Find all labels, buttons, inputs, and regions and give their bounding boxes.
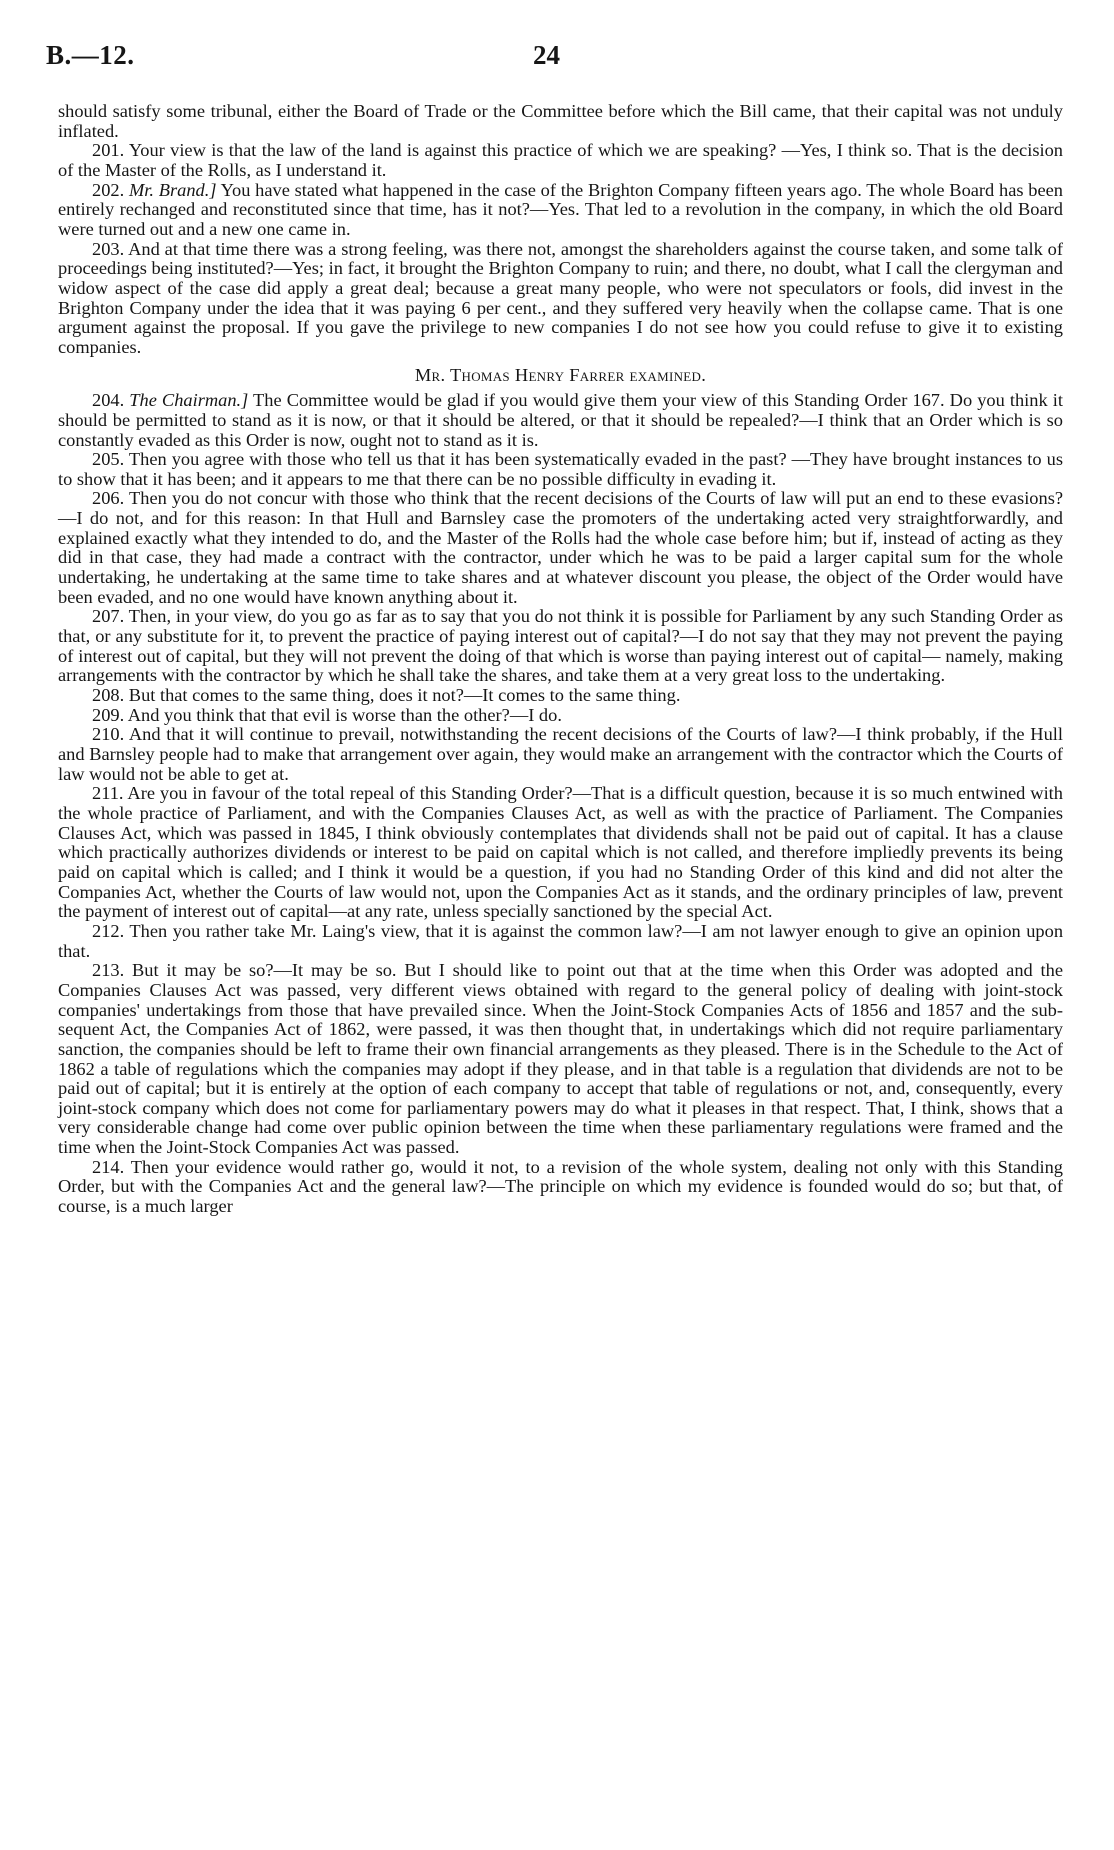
question-211 <box>58 784 1063 922</box>
question-text: Are you in favour of the total repeal of this Standing Order?—That is a difficult question, because it is so much entwined with the whole practice of Parliament, and with the Companies Clauses Act, as well as with the practice of Parliament. The Companies Clauses Act, which was passed in 1845, I think obviously contemplates that dividends shall not be paid out of capital. It has a clause which practically authorizes dividends or interest to be paid on capital which is not called, and therefore impliedly prevents its being paid on capital which is called; and I think it would be a question, if you had no Standing Order of this kind and did not alter the Companies Act, whether the Courts of law would not, upon the Companies Act as it stands, and the ordinary principles of law, prevent the payment of interest out of capital—at any rate, unless specially sanctioned by the special Act. <box>58 783 1063 922</box>
question-number: 206. <box>92 488 125 509</box>
paragraph-continuation <box>58 102 1063 141</box>
page-header <box>46 40 1066 80</box>
question-205 <box>58 450 1063 489</box>
question-number: 213. <box>92 960 125 981</box>
question-206 <box>58 489 1063 607</box>
question-number: 207. <box>92 606 125 627</box>
question-202 <box>58 181 1063 240</box>
question-number: 204. <box>92 390 125 411</box>
body-text <box>58 102 1063 1217</box>
question-210 <box>58 725 1063 784</box>
question-text: Then you rather take Mr. Laing's view, that it is against the common law?—I am not lawyer enough to give an opinion upon that. <box>58 920 1064 961</box>
question-text: You have stated what happened in the case of the Brighton Company fifteen years ago. The whole Board has been entirely rechanged and reconstituted since that time, has it not?—Yes. That led to a revolution in the company, in which the old Board were turned out and a new one came in. <box>58 179 1063 239</box>
speaker-name: Mr. Brand.] <box>128 179 217 200</box>
question-text: And that it will continue to prevail, notwithstanding the recent decisions of the Courts of law?—I think probably, if the Hull and Barnsley people had to make that arrangement over again, they would make an arrangement with the contractor which the Courts of law would not be able to get at. <box>58 724 1063 784</box>
question-text: Then you do not concur with those who think that the recent decisions of the Courts of law will put an end to these evasions?—I do not, and for this reason: In that Hull and Barnsley case the promoters of the undertaking acted very straightforwardly, and explained exactly what they intended to do, and the Master of the Rolls had the whole case before him; but if, instead of acting as they did in that case, they had made a contract with the contractor, under which he was to be paid a larger capital sum for the whole undertaking, he undertaking at the same time to take shares and at whatever discount you please, the object of the Order would have been evaded, and no one would have known anything about it. <box>58 488 1064 607</box>
question-201 <box>58 141 1063 180</box>
question-209 <box>58 706 1063 726</box>
question-text: And you think that that evil is worse than the other?—I do. <box>127 704 562 725</box>
question-text: But that comes to the same thing, does it not?—It comes to the same thing. <box>128 685 681 706</box>
question-text: The Committee would be glad if you would give them your view of this Standing Order 167. Do you think it should be permitted to stand as it is now, or that it should be altered, or that it should be repealed?—I think that an Order which is so constantly evaded as this Order is now, ought not to stand as it is. <box>58 390 1063 450</box>
document-reference: B.—12. <box>46 40 135 70</box>
question-text: Your view is that the law of the land is against this practice of which we are speaking? —Yes, I think so. That is the decision of the Master of the Rolls, as I understand it. <box>58 140 1063 180</box>
question-214 <box>58 1158 1063 1217</box>
witness-heading: Mr. Thomas Henry Farrer examined. <box>414 364 707 385</box>
question-number: 211. <box>92 783 124 804</box>
question-203 <box>58 240 1063 358</box>
question-number: 210. <box>92 724 125 745</box>
question-number: 214. <box>92 1156 125 1177</box>
question-number: 209. <box>92 704 125 725</box>
question-207 <box>58 607 1063 686</box>
question-number: 205. <box>92 449 125 470</box>
question-204 <box>58 391 1063 450</box>
question-212 <box>58 922 1063 961</box>
speaker-name: The Chairman.] <box>129 390 249 411</box>
question-number: 208. <box>92 685 125 706</box>
question-text: Then, in your view, do you go as far as to say that you do not think it is possible for Parliament by any such Standing Order as that, or any substitute for it, to prevent the practice of paying interest out of capital?—I do not say that they may not prevent the paying of interest out of capital, but they will not prevent the doing of that which is worse than paying interest out of capital— namely, making arrangements with the contractor by which he shall take the shares, and take them at a very great loss to the undertaking. <box>58 606 1063 686</box>
question-number: 203. <box>92 238 125 259</box>
question-text: Then you agree with those who tell us that it has been systematically evaded in the past? —They have brought instances to us to show that it has been; and it appears to me that there can be no possible difficulty in evading it. <box>58 449 1064 489</box>
question-number: 201. <box>92 140 125 161</box>
question-text: Then your evidence would rather go, would it not, to a revision of the whole system, dealing not only with this Standing Order, but with the Companies Act and the general law?—The principle on which my evidence is founded would do so; but that, of course, is a much larger <box>58 1156 1064 1217</box>
page-number: 24 <box>533 40 560 70</box>
question-number: 212. <box>92 920 125 941</box>
question-number: 202. <box>92 179 125 200</box>
paragraph-text: should satisfy some tribunal, either the Board of Trade or the Committee before which the Bill came, that their capital was not unduly inflated. <box>58 101 1063 141</box>
question-text: But it may be so?—It may be so. But I should like to point out that at the time when this Order was adopted and the Companies Clauses Act was passed, very different views obtained with regard to the general policy of dealing with joint-stock companies' undertakings from those that have prevailed since. When the Joint-Stock Companies Acts of 1856 and 1857 and the sub- sequent Act, the Companies Act of 1862, were passed, it was then thought that, in undertakings which did not require parliamentary sanction, the companies should be left to frame their own financial arrangements as they pleased. There is in the Schedule to the Act of 1862 a table of regulations which the companies may adopt if they please, and in that table is a regulation that dividends are not to be paid out of capital; but it is entirely at the option of each company to accept that table of regulations or not, and, consequently, every joint-stock company which does not come for parliamentary powers may do what it pleases in that respect. That, I think, shows that a very considerable change had come over public opinion between the time when these parliamentary regulations were framed and the time when the Joint-Stock Companies Act was passed. <box>58 960 1063 1158</box>
question-208 <box>58 686 1063 706</box>
question-213 <box>58 961 1063 1158</box>
question-text: And at that time there was a strong feeling, was there not, amongst the shareholders against the course taken, and some talk of proceedings being instituted?—Yes; in fact, it brought the Brighton Company to ruin; and there, no doubt, what I call the clergyman and widow aspect of the case did apply a great deal; because a great many people, who were not speculators or fools, did invest in the Brighton Company under the idea that it was paying 6 per cent., and they suffered very heavily when the collapse came. That is one argument against the proposal. If you gave the privilege to new companies I do not see how you could refuse to give it to existing companies. <box>58 238 1063 357</box>
